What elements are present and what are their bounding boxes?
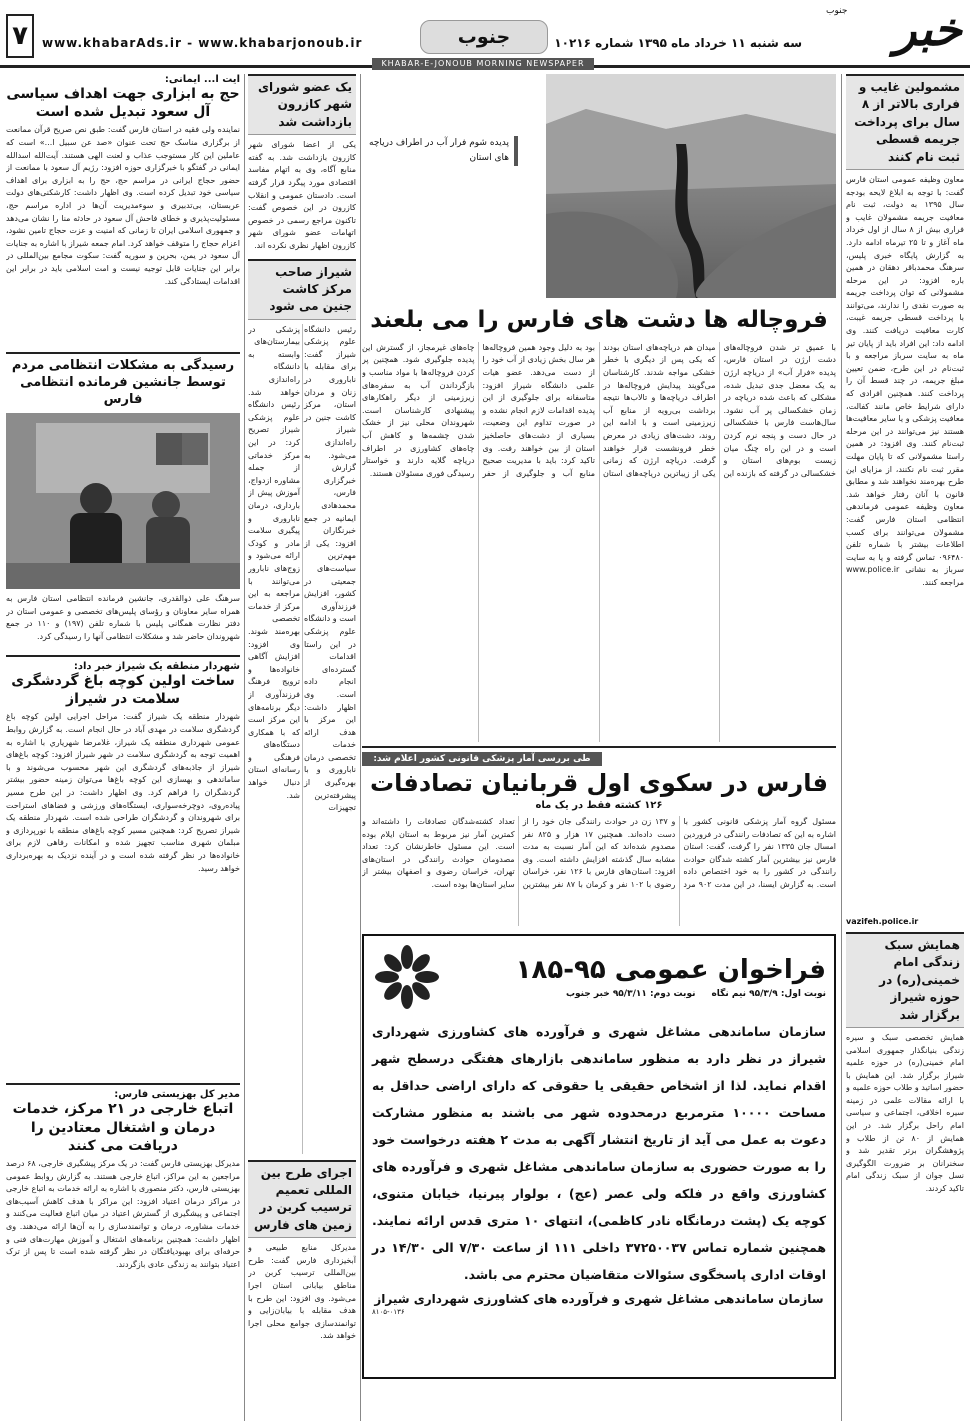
headline-police: رسیدگی به مشکلات انتظامی مردم توسط جانشین فرمانده انتظامی فارس — [11, 358, 235, 408]
headline-garden: ساخت اولین کوچه باغ گردشگری سلامت در شیراز — [11, 673, 235, 708]
article-title-carbon: اجرای طرح بین المللی تعمیم ترسیب کربن در زمین های فارس — [248, 1160, 356, 1239]
masthead — [0, 0, 970, 68]
ad-code: ۸۱۰۵-۰۱۳۶ — [372, 1308, 405, 1317]
kicker-welfare: مدیر کل بهزیستی فارس: — [114, 1089, 240, 1101]
article-title-kazerun: یک عضو شورای شهر کازرون بازداشت شد — [248, 74, 356, 135]
subhead-accidents: ۱۲۶ کشته فقط در یک ماه — [535, 800, 663, 812]
ad-box — [362, 934, 836, 1379]
article-body-hajj: نماینده ولی فقیه در استان فارس گفت: طبق نص صریح قرآن ممانعت از برگزاری مناسک حج تحت عنوان «صد عن سبیل ا...» است که عاملین این کار مستوجب عذاب و لعنت الهی هستند. آیت‌الله اسدالله ایمانی در گفتگو با خبرگزاری حوزه افزود: رژیم آل سعود با ممانعت از حضور حجاج ایرانی در مراسم حج، حج را به ابزاری برای اهداف سیاسی خود تبدیل کرده است. وی اظهار داشت: کارشکنی‌های دولت عربستان، بی‌تدبیری و سوءمدیریت آن‌ها در اداره مراسم حج، مسئولیت‌پذیری و خطای فاحش آل سعود در حادثه منا را نشان می‌دهد و جمهوری اسلامی ایران تا زمانی که امنیت و عزت حجاج تامین نشود، اعزام حجاج را متوقف خواهد کرد. امام جمعه شیراز با اشاره به جنایات آل سعود در یمن، بحرین و سوریه گفت: سکوت مجامع بین‌المللی در برابر این جنایات قابل توجیه نیست و امت اسلامی باید در برابر این اقدامات ایستادگی کند. — [6, 125, 240, 286]
sinkhole-photo-art — [546, 74, 836, 298]
article-title-lifestyle: همایش سبک زندگی امام خمینی(ره) در حوزه شیراز برگزار شد — [846, 932, 964, 1028]
article-body-ivf: رئیس دانشگاه علوم پزشکی شیراز گفت: برای مقابله با ناباروری در زنان و مردان استان، مرکز کاشت جنین در شیراز راه‌اندازی می‌شود. به گزارش خبرگزاری فارس، محمدهادی ایمانیه در جمع خبرنگاران افزود: یکی از مهم‌ترین سیاست‌های جمعیتی در کشور، افزایش فرزندآوری است و دانشگاه علوم پزشکی در این راستا اقدامات گسترده‌ای انجام داده است. وی اظهار داشت: این مرکز با هدف ارائه خدمات تخصصی درمان ناباروری و با بهره‌گیری از پیشرفته‌ترین تجهیزات پزشکی در بیمارستان‌های وابسته به دانشگاه راه‌اندازی خواهد شد. رئیس دانشگاه علوم پزشکی شیراز تصریح کرد: در این مرکز خدماتی از جمله مشاوره ازدواج، آموزش پیش از بارداری، درمان ناباروری و پیگیری سلامت مادر و کودک ارائه می‌شود و زوج‌های نابارور می‌توانند با مراجعه به این مرکز از خدمات تخصصی بهره‌مند شوند. وی افزود: افزایش آگاهی خانواده‌ها و ترویج فرهنگ فرزندآوری از دیگر برنامه‌های این مرکز است که با همکاری دستگاه‌های فرهنگی و رسانه‌ای استان دنبال خواهد شد. — [248, 324, 356, 813]
article-body-carbon: مدیرکل منابع طبیعی و آبخیزداری فارس گفت: طرح بین‌المللی ترسیب کربن در مناطق بیابانی استان اجرا می‌شود. وی افزود: این طرح با هدف مقابله با بیابان‌زایی و توانمندسازی جوامع محلی اجرا خواهد شد. — [248, 1243, 356, 1341]
ad-turns — [516, 989, 826, 999]
photo-block — [362, 74, 836, 300]
sinkhole-photo — [546, 74, 836, 298]
divider — [362, 746, 836, 748]
municipality-emblem-icon — [372, 942, 442, 1012]
right-column — [846, 74, 964, 1421]
article-body-welfare: مدیرکل بهزیستی فارس گفت: در یک مرکز پیشگیری خارجی، ۶۸ درصد مراجعین به این مراکز، اتباع خارجی هستند. به گزارش روابط عمومی بهزیستی فارس، دکتر منصوری با اشاره به ارائه خدمات به اتباع خارجی در مراکز درمان اعتیاد افزود: این مراکز با هدف کاهش آسیب‌های اجتماعی و پیشگیری از گسترش اعتیاد در میان اتباع فعالیت می‌کنند و خدمات مشاوره، درمان و توانمندسازی را به آن‌ها ارائه می‌دهند. وی اظهار داشت: همچنین برنامه‌های اشتغال و آموزش مهارت‌های فنی و حرفه‌ای برای بهبودیافتگان در نظر گرفته شده است تا پس از ترک اعتیاد بتوانند به زندگی عادی بازگردند. — [6, 1158, 240, 1269]
ad-heading — [516, 955, 826, 999]
english-banner: KHABAR-E-JONOUB MORNING NEWSPAPER — [372, 58, 594, 70]
kicker-garden: شهردار منطقه یک شیراز خبر داد: — [73, 661, 240, 673]
issue-date-line: سه شنبه ۱۱ خرداد ماه ۱۳۹۵ شماره ۱۰۲۱۶ — [554, 36, 802, 50]
article-body-accidents: مسئول گروه آمار پزشکی قانونی کشور با اشاره به این که تصادفات رانندگی در فروردین امسال جان ۱۳۳۵ نفر را گرفت، گفت: استان فارس نیز بیشترین آمار کشته شدگان حوادث رانندگی در کشور را به خود اختصاص داده است. به گزارش ایسنا، در این مدت ۹۰۲ مرد و ۱۳۷ زن در حوادث رانندگی جان خود را از دست داده‌اند. همچنین ۱۷ هزار و ۸۲۵ نفر مصدوم شده‌اند که این آمار نسبت به مدت مشابه سال گذشته افزایش داشته است. وی افزود: استان‌های فارس با ۱۲۶ نفر، خراسان رضوی با ۱۰۲ نفر و کرمان با ۸۷ نفر بیشترین تعداد کشته‌شدگان تصادفات را داشته‌اند و کمترین آمار نیز مربوط به استان ایلام بوده است. این مسئول خاطرنشان کرد: تعداد مصدومان حوادث رانندگی در استان‌های تهران، خراسان رضوی و اصفهان بیشتر از سایر استان‌ها بوده است. — [362, 817, 836, 890]
divider — [6, 1083, 240, 1085]
ad-header — [372, 942, 826, 1012]
headline-hajj: حج به ابزاری جهت اهداف سیاسی آل سعود تبدیل شده است — [6, 86, 240, 121]
headline-accidents: فارس در سکوی اول قربانیان تصادفات — [370, 768, 828, 797]
column-rule — [244, 74, 245, 1421]
ad-title: فراخوان عمومی ۹۵-۱۸۵ — [515, 955, 826, 986]
photo-caption: پدیده شوم فرار آب در اطراف دریاچه های استان — [368, 136, 518, 166]
photo-caption-police: سرهنگ علی ذوالقدری، جانشین فرمانده انتظامی استان فارس به همراه سایر معاونان و رؤسای پلیس‌های تخصصی و عمومی استان در دفتر نظارت همگانی پلیس با شماره تلفن (۱۹۷) و ۱۱۰ در جمع شهروندان حاضر شد و مشکلات انتظامی آنها را رسیدگی کرد. — [6, 594, 240, 641]
kicker-hajj: آیت ا... ایمانی: — [164, 74, 240, 85]
article-body-conscripts: معاون وظیفه عمومی استان فارس گفت: با توجه به ابلاغ لایحه بودجه سال ۱۳۹۵ به دولت، ثبت نام معافیت جریمه مشمولان غایب و فراری بیش از ۸ سال از اول خرداد ماه آغاز و تا ۲۵ تیرماه ادامه دارد. به گزارش پایگاه خبری پلیس، سرهنگ محمدباقر دهقان در همین باره افزود: در این مرحله مشمولانی که توان پرداخت جریمه به صورت نقدی را ندارند، می‌توانند با پرداخت قسطی جریمه غیبت، کارت معافیت دریافت کنند. وی ادامه داد: این افراد باید از پایان تیر ماه به سایت سرباز مراجعه و با ثبت‌نام در این طرح، ضمن تعیین مبلغ جریمه، در چند قسط آن را پرداخت کنند. همچنین افرادی که دارای شرایط خاص مانند کفالت، معافیت پزشکی و یا سایر معافیت‌ها هستند نیز می‌توانند در این مرحله ثبت‌نام کنند. وی افزود: در همین راستا مشمولانی که تا پایان مهلت مقرر ثبت نام نکنند، از مزایای این طرح بهره‌مند نخواهند شد و مطابق قانون با آنان رفتار خواهد شد. معاون وظیفه عمومی فرماندهی انتظامی استان فارس گفت: مشمولان می‌توانند برای کسب اطلاعات بیشتر با شماره تلفن ۰۹۶۴۸۰ تماس گرفته و یا به سایت سرباز به نشانی www.police.ir مراجعه کنند. — [846, 174, 964, 587]
ad-turn-1: نوبت اول: ۹۵/۳/۹ نیم نگاه — [711, 989, 826, 1000]
article-body-sinkholes: با عمیق تر شدن فروچاله‌های دشت ارژن در استان فارس، پدیده «فرار آب» از دریاچه ارژن به یک معضل جدی تبدیل شده، مشکلی که باعث شده دریاچه در زمان خشکسالی پر آب نشود. سال‌هاست فارس با خشکسالی در حال دست و پنجه نرم کردن است و در این راه چنگ میان زیست بوم‌های استان و خشکسالی در گرفته که بازنده این میدان هم دریاچه‌های استان بودند که یکی پس از دیگری با خطر خشکی مواجه شدند. کارشناسان می‌گویند پیدایش فروچاله‌ها در اطراف دریاچه‌ها و تالاب‌ها نتیجه برداشت بی‌رویه از منابع آب زیرزمینی است و با ادامه این روند، دشت‌های زیادی در معرض خطر فرونشست قرار خواهند گرفت. دریاچه ارژن که زمانی یکی از زیباترین دریاچه‌های استان بود به دلیل وجود همین فروچاله‌ها هر سال بخش زیادی از آب خود را از دست می‌دهد. عضو هیات علمی دانشگاه شیراز افزود: متاسفانه برای جلوگیری از این پدیده اقدامات لازم انجام نشده و در صورت تداوم این وضعیت، بسیاری از دشت‌های حاصلخیز استان از بین خواهند رفت. وی تاکید کرد: باید با مدیریت صحیح منابع آب و جلوگیری از حفر چاه‌های غیرمجاز، از گسترش این پدیده جلوگیری شود. همچنین پر کردن فروچاله‌ها با مواد مناسب و بازگرداندن آب به سفره‌های زیرزمینی از دیگر راهکارهای پیشنهادی کارشناسان است. شهروندان محلی نیز از خشک شدن چشمه‌ها و کاهش آب چاه‌های کشاورزی در اطراف دریاچه گلایه دارند و خواستار رسیدگی فوری مسئولان هستند. — [362, 342, 836, 478]
column-rule — [841, 74, 842, 1421]
center-area — [362, 74, 836, 1421]
article-body-garden: شهردار منطقه یک شیراز گفت: مراحل اجرایی اولین کوچه باغ گردشگری سلامت در مهدی آباد در حال انجام است. به گزارش روابط عمومی شهرداری منطقه یک شیراز، غلامرضا شهرياري با اشاره به اهمیت توجه به گردشگری سلامت در شهر شیراز افزود: کوچه باغ‌های شیراز از جاذبه‌های گردشگری این شهر محسوب می‌شوند و با ساماندهی و بهسازی این کوچه باغ‌ها می‌توان زمینه حضور بیشتر گردشگران را فراهم کرد. وی اظهار داشت: در این طرح مسیر پیاده‌روی، دوچرخه‌سواری، ایستگاه‌های ورزشی و فضاهای استراحت برای شهروندان و گردشگران طراحی شده است. شهردار منطقه یک شیراز تصریح کرد: همچنین مسیر کوچه باغ‌های منطقه با نورپردازی و مبلمان شهری مناسب تجهیز شده و امکانات رفاهی لازم برای خانواده‌ها در نظر گرفته شده است و در آینده نزدیک به بهره‌برداری خواهد رسید. — [6, 712, 240, 873]
page-number: ۷ — [6, 14, 34, 58]
headline-welfare: اتباع خارجی در ۲۱ مرکز، خدمات درمان و اشتغال معتادین را دریافت می کنند — [12, 1101, 234, 1154]
ad-turn-2: نوبت دوم: ۹۵/۳/۱۱ خبر جنوب — [565, 989, 696, 1000]
ad-body: سازمان ساماندهی مشاغل شهری و فرآورده های کشاورزی شهرداری شیراز در نظر دارد به منظور ساماندهی بازارهای هفتگی درسطح شهر اقدام نماید. لذا از اشخاص حقیقی یا حقوقی که دارای اراضی حداقل به مساحت ۱۰۰۰۰ مترمربع درمحدوده شهر می باشند به منظور مشارکت دعوت به عمل می آید از تاریخ انتشار آگهی به مدت ۲ هفته درخواست خود را به صورت حضوری به سازمان ساماندهی مشاغل شهری و فرآورده های کشاورزی واقع در فلکه ولی عصر (عج) ، بولوار پیرنیا، خیابان متنوی، کوچه یک (پشت درمانگاه نادر کاظمی)، انتهای ۱۰ متری قدس ارائه نمایند. همچنین شماره تماس ۳۷۲۵۰۰۳۷ داخلی ۱۱۱ از ساعت ۷/۳۰ الی ۱۴/۳۰ در اوقات اداری پاسخگوی سئوالات متقاضیان محترم می باشد. — [372, 1024, 827, 1283]
newspaper-logo — [812, 2, 962, 58]
article-body-kazerun: یکی از اعضا شورای شهر کازرون بازداشت شد. به گفته منابع آگاه، وی به اتهام مفاسد اقتصادی مورد پیگرد قرار گرفته است. دادستان عمومی و انقلاب کازرون در این خصوص گفت: تاکنون مراجع رسمی در خصوص اتهامات عضو شورای شهر کازرون اظهار نظری نکرده اند. — [248, 140, 356, 250]
police-photo-art — [6, 413, 240, 589]
mid-column — [248, 74, 356, 1421]
left-column — [6, 74, 240, 1421]
divider — [6, 352, 240, 354]
column-rule — [360, 74, 361, 1421]
section-tab: جنوب — [420, 20, 548, 54]
article-title-ivf: شیراز صاحب مرکز کاشت جنین می شود — [248, 259, 356, 320]
article-body-lifestyle: همایش تخصصی سبک و سیره زندگی بنیانگذار جمهوری اسلامی امام خمینی(ره) در حوزه علمیه شیراز برگزار شد. این همایش با حضور اساتید و طلاب حوزه علمیه و با ارائه مقالات علمی در زمینه سیره اخلاقی، اجتماعی و سیاسی امام راحل برگزار شد. در این همایش از ۸۰ تن از طلاب و پژوهشگران برتر تقدیر شد و سخنرانان بر ضرورت الگوگیری نسل جوان از سبک زندگی امام تاکید کردند. — [846, 1032, 964, 1194]
logo-word: خبر — [894, 2, 962, 56]
website-urls: www.khabarAds.ir - www.khabarjonoub.ir — [42, 36, 363, 50]
police-photo — [6, 413, 240, 589]
ad-signature: سازمان ساماندهی مشاغل شهری و فرآورده های کشاورزی شهرداری شیراز — [374, 1292, 824, 1307]
divider — [6, 655, 240, 657]
logo-sub: جنوب — [826, 6, 848, 16]
article-title-conscripts: مشمولین غایب و فراری بالاتر از ۸ سال برای پرداخت جریمه قسطی ثبت نام کنند — [846, 74, 964, 170]
contact-url: vazifeh.police.ir — [846, 916, 919, 926]
headline-sinkholes: فروچاله ها دشت های فارس را می بلعند — [370, 307, 828, 333]
accidents-kicker: طی بررسی آمار پزشکی قانونی کشور اعلام شد: — [362, 752, 602, 766]
